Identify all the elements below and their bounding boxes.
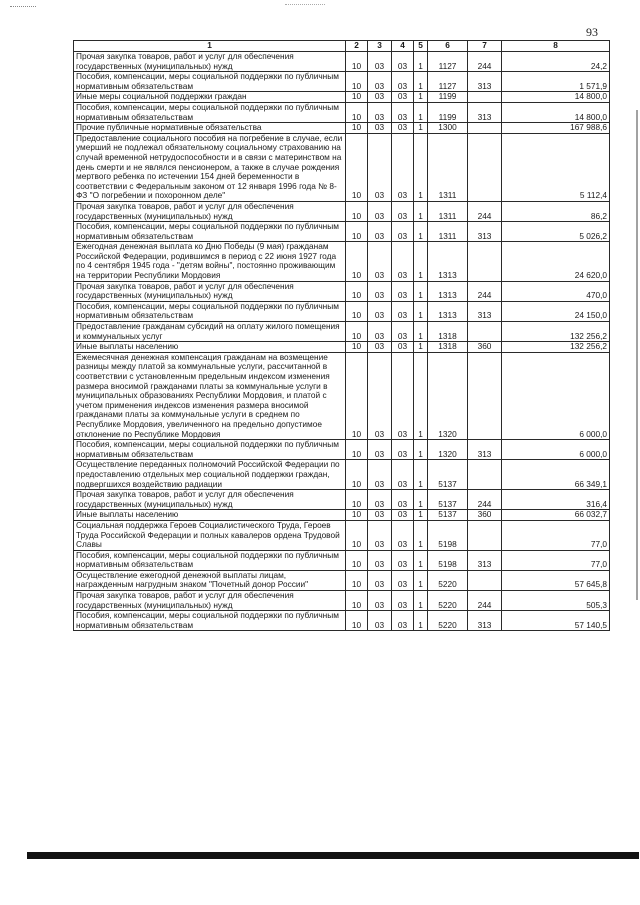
row-name-cell: Прочая закупка товаров, работ и услуг для обеспечения государственных (муниципальных) нужд bbox=[74, 490, 346, 510]
section-code-cell: 10 bbox=[346, 301, 368, 321]
subprogram-code-cell: 1 bbox=[414, 92, 428, 103]
amount-cell: 470,0 bbox=[502, 281, 610, 301]
subsection-code-cell: 03 bbox=[368, 301, 392, 321]
amount-cell: 24 620,0 bbox=[502, 242, 610, 281]
subsection-code-cell: 03 bbox=[368, 222, 392, 242]
section-code-cell: 10 bbox=[346, 342, 368, 353]
program-code-cell: 03 bbox=[392, 123, 414, 134]
subsection-code-cell: 03 bbox=[368, 611, 392, 631]
table-row bbox=[74, 322, 610, 342]
row-name-cell: Ежемесячная денежная компенсация гражданам на возмещение разницы между платой за коммунальные услуги, рассчитанной в соответствии с установленным предельным индексом изменения размера вносимой гражданами платы за коммунальные услуги в муниципальных образованиях Республики Мордовия, и платой с учетом применения индексов изменения размера вносимой гражданами платы за коммунальные услуги в среднем по Республике Мордовия, увеличенного на предельно допустимое отклонение по Республике Мордовия bbox=[74, 352, 346, 439]
row-name-cell: Пособия, компенсации, меры социальной поддержки по публичным нормативным обязательствам bbox=[74, 301, 346, 321]
subprogram-code-cell: 1 bbox=[414, 201, 428, 221]
section-code-cell: 10 bbox=[346, 133, 368, 201]
section-code-cell: 10 bbox=[346, 570, 368, 590]
article-code-cell: 5220 bbox=[428, 570, 468, 590]
scan-corner-mark bbox=[10, 6, 36, 8]
article-code-cell: 1320 bbox=[428, 440, 468, 460]
table-row bbox=[74, 72, 610, 92]
expense-type-code-cell: 244 bbox=[468, 591, 502, 611]
program-code-cell: 03 bbox=[392, 52, 414, 72]
expense-type-code-cell bbox=[468, 352, 502, 439]
program-code-cell: 03 bbox=[392, 550, 414, 570]
article-code-cell: 1127 bbox=[428, 72, 468, 92]
expense-type-code-cell: 313 bbox=[468, 440, 502, 460]
program-code-cell: 03 bbox=[392, 570, 414, 590]
subprogram-code-cell: 1 bbox=[414, 440, 428, 460]
table-row bbox=[74, 201, 610, 221]
table-row bbox=[74, 222, 610, 242]
column-header: 4 bbox=[392, 41, 414, 52]
subsection-code-cell: 03 bbox=[368, 342, 392, 353]
column-header: 6 bbox=[428, 41, 468, 52]
subsection-code-cell: 03 bbox=[368, 440, 392, 460]
subsection-code-cell: 03 bbox=[368, 72, 392, 92]
row-name-cell: Социальная поддержка Героев Социалистического Труда, Героев Труда Российской Федерации и полных кавалеров ордена Трудовой Славы bbox=[74, 520, 346, 550]
article-code-cell: 1318 bbox=[428, 322, 468, 342]
table-row bbox=[74, 352, 610, 439]
expense-type-code-cell: 313 bbox=[468, 550, 502, 570]
column-header: 1 bbox=[74, 41, 346, 52]
section-code-cell: 10 bbox=[346, 52, 368, 72]
section-code-cell: 10 bbox=[346, 222, 368, 242]
expense-type-code-cell bbox=[468, 460, 502, 490]
subsection-code-cell: 03 bbox=[368, 490, 392, 510]
row-name-cell: Прочие публичные нормативные обязательства bbox=[74, 123, 346, 134]
section-code-cell: 10 bbox=[346, 72, 368, 92]
amount-cell: 6 000,0 bbox=[502, 352, 610, 439]
table-row bbox=[74, 281, 610, 301]
program-code-cell: 03 bbox=[392, 322, 414, 342]
article-code-cell: 5198 bbox=[428, 520, 468, 550]
amount-cell: 66 032,7 bbox=[502, 510, 610, 521]
row-name-cell: Прочая закупка товаров, работ и услуг для обеспечения государственных (муниципальных) нужд bbox=[74, 591, 346, 611]
subprogram-code-cell: 1 bbox=[414, 281, 428, 301]
program-code-cell: 03 bbox=[392, 92, 414, 103]
expense-type-code-cell bbox=[468, 322, 502, 342]
program-code-cell: 03 bbox=[392, 611, 414, 631]
subprogram-code-cell: 1 bbox=[414, 460, 428, 490]
expense-type-code-cell: 360 bbox=[468, 342, 502, 353]
row-name-cell: Прочая закупка товаров, работ и услуг для обеспечения государственных (муниципальных) нужд bbox=[74, 201, 346, 221]
table-row bbox=[74, 102, 610, 122]
article-code-cell: 5220 bbox=[428, 591, 468, 611]
amount-cell: 505,3 bbox=[502, 591, 610, 611]
table-row bbox=[74, 570, 610, 590]
column-header: 5 bbox=[414, 41, 428, 52]
subprogram-code-cell: 1 bbox=[414, 570, 428, 590]
budget-table bbox=[73, 40, 610, 631]
amount-cell: 57 645,8 bbox=[502, 570, 610, 590]
subsection-code-cell: 03 bbox=[368, 52, 392, 72]
section-code-cell: 10 bbox=[346, 322, 368, 342]
expense-type-code-cell: 244 bbox=[468, 490, 502, 510]
expense-type-code-cell: 360 bbox=[468, 510, 502, 521]
expense-type-code-cell: 244 bbox=[468, 201, 502, 221]
subsection-code-cell: 03 bbox=[368, 102, 392, 122]
section-code-cell: 10 bbox=[346, 550, 368, 570]
article-code-cell: 1311 bbox=[428, 201, 468, 221]
subprogram-code-cell: 1 bbox=[414, 550, 428, 570]
section-code-cell: 10 bbox=[346, 460, 368, 490]
amount-cell: 5 112,4 bbox=[502, 133, 610, 201]
subsection-code-cell: 03 bbox=[368, 520, 392, 550]
column-header: 3 bbox=[368, 41, 392, 52]
row-name-cell: Прочая закупка товаров, работ и услуг для обеспечения государственных (муниципальных) нужд bbox=[74, 52, 346, 72]
program-code-cell: 03 bbox=[392, 520, 414, 550]
expense-type-code-cell bbox=[468, 133, 502, 201]
article-code-cell: 1313 bbox=[428, 281, 468, 301]
article-code-cell: 1199 bbox=[428, 102, 468, 122]
subsection-code-cell: 03 bbox=[368, 92, 392, 103]
section-code-cell: 10 bbox=[346, 611, 368, 631]
expense-type-code-cell bbox=[468, 242, 502, 281]
program-code-cell: 03 bbox=[392, 72, 414, 92]
row-name-cell: Иные меры социальной поддержки граждан bbox=[74, 92, 346, 103]
amount-cell: 6 000,0 bbox=[502, 440, 610, 460]
table-row bbox=[74, 301, 610, 321]
subprogram-code-cell: 1 bbox=[414, 510, 428, 521]
scan-top-dots bbox=[285, 4, 325, 6]
table-row bbox=[74, 123, 610, 134]
subsection-code-cell: 03 bbox=[368, 591, 392, 611]
amount-cell: 14 800,0 bbox=[502, 92, 610, 103]
row-name-cell: Иные выплаты населению bbox=[74, 510, 346, 521]
subsection-code-cell: 03 bbox=[368, 133, 392, 201]
subsection-code-cell: 03 bbox=[368, 281, 392, 301]
section-code-cell: 10 bbox=[346, 242, 368, 281]
row-name-cell: Пособия, компенсации, меры социальной поддержки по публичным нормативным обязательствам bbox=[74, 102, 346, 122]
article-code-cell: 5137 bbox=[428, 460, 468, 490]
page-bottom-rule bbox=[27, 852, 639, 859]
section-code-cell: 10 bbox=[346, 591, 368, 611]
row-name-cell: Пособия, компенсации, меры социальной поддержки по публичным нормативным обязательствам bbox=[74, 611, 346, 631]
article-code-cell: 5137 bbox=[428, 490, 468, 510]
subsection-code-cell: 03 bbox=[368, 352, 392, 439]
subprogram-code-cell: 1 bbox=[414, 591, 428, 611]
expense-type-code-cell: 313 bbox=[468, 222, 502, 242]
section-code-cell: 10 bbox=[346, 440, 368, 460]
expense-type-code-cell bbox=[468, 520, 502, 550]
section-code-cell: 10 bbox=[346, 352, 368, 439]
subprogram-code-cell: 1 bbox=[414, 301, 428, 321]
article-code-cell: 1311 bbox=[428, 222, 468, 242]
program-code-cell: 03 bbox=[392, 440, 414, 460]
amount-cell: 167 988,6 bbox=[502, 123, 610, 134]
table-row bbox=[74, 242, 610, 281]
section-code-cell: 10 bbox=[346, 201, 368, 221]
subsection-code-cell: 03 bbox=[368, 570, 392, 590]
expense-type-code-cell: 313 bbox=[468, 611, 502, 631]
section-code-cell: 10 bbox=[346, 123, 368, 134]
subsection-code-cell: 03 bbox=[368, 123, 392, 134]
article-code-cell: 5137 bbox=[428, 510, 468, 521]
table-row bbox=[74, 550, 610, 570]
article-code-cell: 1313 bbox=[428, 301, 468, 321]
program-code-cell: 03 bbox=[392, 133, 414, 201]
table-row bbox=[74, 342, 610, 353]
expense-type-code-cell bbox=[468, 92, 502, 103]
scan-edge-mark bbox=[636, 0, 638, 905]
program-code-cell: 03 bbox=[392, 352, 414, 439]
expense-type-code-cell bbox=[468, 123, 502, 134]
row-name-cell: Прочая закупка товаров, работ и услуг для обеспечения государственных (муниципальных) нужд bbox=[74, 281, 346, 301]
page-number: 93 bbox=[586, 25, 598, 39]
table-row bbox=[74, 133, 610, 201]
row-name-cell: Осуществление ежегодной денежной выплаты лицам, награжденным нагрудным знаком "Почетный донор России" bbox=[74, 570, 346, 590]
table-row bbox=[74, 52, 610, 72]
section-code-cell: 10 bbox=[346, 281, 368, 301]
amount-cell: 24 150,0 bbox=[502, 301, 610, 321]
subprogram-code-cell: 1 bbox=[414, 342, 428, 353]
table-row bbox=[74, 510, 610, 521]
subprogram-code-cell: 1 bbox=[414, 611, 428, 631]
amount-cell: 14 800,0 bbox=[502, 102, 610, 122]
program-code-cell: 03 bbox=[392, 102, 414, 122]
subprogram-code-cell: 1 bbox=[414, 352, 428, 439]
expense-type-code-cell bbox=[468, 570, 502, 590]
row-name-cell: Осуществление переданных полномочий Российской Федерации по предоставлению отдельных мер социальной поддержки граждан, подвергшихся воздействию радиации bbox=[74, 460, 346, 490]
section-code-cell: 10 bbox=[346, 92, 368, 103]
row-name-cell: Иные выплаты населению bbox=[74, 342, 346, 353]
table-row bbox=[74, 460, 610, 490]
program-code-cell: 03 bbox=[392, 591, 414, 611]
subprogram-code-cell: 1 bbox=[414, 242, 428, 281]
subprogram-code-cell: 1 bbox=[414, 490, 428, 510]
program-code-cell: 03 bbox=[392, 281, 414, 301]
article-code-cell: 1311 bbox=[428, 133, 468, 201]
article-code-cell: 1127 bbox=[428, 52, 468, 72]
subprogram-code-cell: 1 bbox=[414, 322, 428, 342]
expense-type-code-cell: 313 bbox=[468, 102, 502, 122]
row-name-cell: Пособия, компенсации, меры социальной поддержки по публичным нормативным обязательствам bbox=[74, 440, 346, 460]
subprogram-code-cell: 1 bbox=[414, 72, 428, 92]
subprogram-code-cell: 1 bbox=[414, 520, 428, 550]
column-header: 8 bbox=[502, 41, 610, 52]
article-code-cell: 5220 bbox=[428, 611, 468, 631]
expense-type-code-cell: 313 bbox=[468, 301, 502, 321]
table-row bbox=[74, 520, 610, 550]
subsection-code-cell: 03 bbox=[368, 242, 392, 281]
program-code-cell: 03 bbox=[392, 510, 414, 521]
subsection-code-cell: 03 bbox=[368, 460, 392, 490]
program-code-cell: 03 bbox=[392, 242, 414, 281]
program-code-cell: 03 bbox=[392, 490, 414, 510]
row-name-cell: Предоставление гражданам субсидий на оплату жилого помещения и коммунальных услуг bbox=[74, 322, 346, 342]
row-name-cell: Пособия, компенсации, меры социальной поддержки по публичным нормативным обязательствам bbox=[74, 550, 346, 570]
amount-cell: 66 349,1 bbox=[502, 460, 610, 490]
expense-type-code-cell: 313 bbox=[468, 72, 502, 92]
amount-cell: 5 026,2 bbox=[502, 222, 610, 242]
subsection-code-cell: 03 bbox=[368, 201, 392, 221]
subsection-code-cell: 03 bbox=[368, 550, 392, 570]
article-code-cell: 1300 bbox=[428, 123, 468, 134]
subsection-code-cell: 03 bbox=[368, 322, 392, 342]
column-header: 7 bbox=[468, 41, 502, 52]
expense-type-code-cell: 244 bbox=[468, 281, 502, 301]
table-row bbox=[74, 440, 610, 460]
article-code-cell: 1320 bbox=[428, 352, 468, 439]
section-code-cell: 10 bbox=[346, 520, 368, 550]
table-row bbox=[74, 611, 610, 631]
section-code-cell: 10 bbox=[346, 490, 368, 510]
article-code-cell: 5198 bbox=[428, 550, 468, 570]
subprogram-code-cell: 1 bbox=[414, 133, 428, 201]
amount-cell: 24,2 bbox=[502, 52, 610, 72]
amount-cell: 77,0 bbox=[502, 520, 610, 550]
table-row bbox=[74, 92, 610, 103]
subprogram-code-cell: 1 bbox=[414, 123, 428, 134]
subprogram-code-cell: 1 bbox=[414, 102, 428, 122]
table-header-row bbox=[74, 41, 610, 52]
program-code-cell: 03 bbox=[392, 201, 414, 221]
table-row bbox=[74, 490, 610, 510]
article-code-cell: 1313 bbox=[428, 242, 468, 281]
section-code-cell: 10 bbox=[346, 102, 368, 122]
amount-cell: 1 571,9 bbox=[502, 72, 610, 92]
article-code-cell: 1318 bbox=[428, 342, 468, 353]
subprogram-code-cell: 1 bbox=[414, 222, 428, 242]
amount-cell: 86,2 bbox=[502, 201, 610, 221]
table-row bbox=[74, 591, 610, 611]
amount-cell: 77,0 bbox=[502, 550, 610, 570]
program-code-cell: 03 bbox=[392, 222, 414, 242]
amount-cell: 316,4 bbox=[502, 490, 610, 510]
subprogram-code-cell: 1 bbox=[414, 52, 428, 72]
row-name-cell: Предоставление социального пособия на погребение в случае, если умерший не подлежал обязательному социальному страхованию на случай временной нетрудоспособности и в связи с материнством на день смерти и не являлся пенсионером, а также в случае рождения мертвого ребенка по истечении 154 дней беременности в соответствии с Федеральным законом от 12 января 1996 года № 8-ФЗ "О погребении и похоронном деле" bbox=[74, 133, 346, 201]
program-code-cell: 03 bbox=[392, 460, 414, 490]
amount-cell: 132 256,2 bbox=[502, 322, 610, 342]
section-code-cell: 10 bbox=[346, 510, 368, 521]
row-name-cell: Пособия, компенсации, меры социальной поддержки по публичным нормативным обязательствам bbox=[74, 72, 346, 92]
amount-cell: 132 256,2 bbox=[502, 342, 610, 353]
subsection-code-cell: 03 bbox=[368, 510, 392, 521]
amount-cell: 57 140,5 bbox=[502, 611, 610, 631]
program-code-cell: 03 bbox=[392, 342, 414, 353]
article-code-cell: 1199 bbox=[428, 92, 468, 103]
row-name-cell: Ежегодная денежная выплата ко Дню Победы (9 мая) гражданам Российской Федерации, родившимся в период с 22 июня 1927 года по 4 сентября 1945 года - "детям войны", постоянно проживающим на территории Республики Мордовия bbox=[74, 242, 346, 281]
row-name-cell: Пособия, компенсации, меры социальной поддержки по публичным нормативным обязательствам bbox=[74, 222, 346, 242]
program-code-cell: 03 bbox=[392, 301, 414, 321]
expense-type-code-cell: 244 bbox=[468, 52, 502, 72]
column-header: 2 bbox=[346, 41, 368, 52]
